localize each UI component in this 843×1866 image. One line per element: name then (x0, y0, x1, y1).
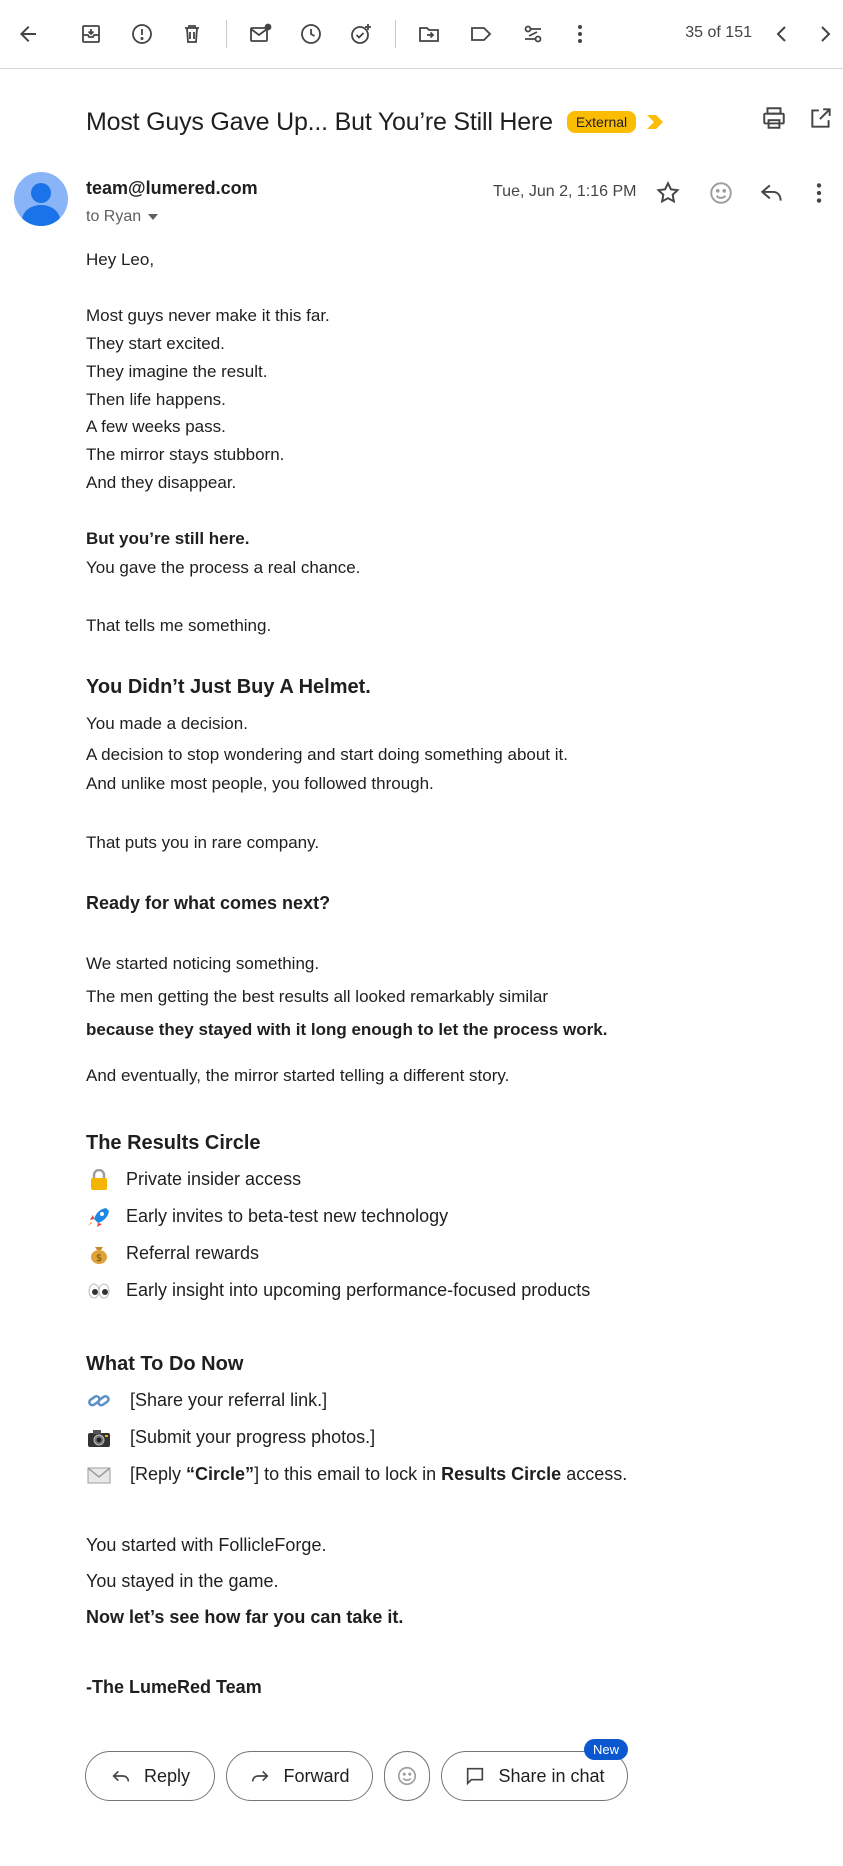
report-spam-icon[interactable] (122, 14, 162, 54)
body-line: Most guys never make it this far. (86, 306, 330, 325)
reply-icon (110, 1765, 132, 1787)
open-new-window-icon[interactable] (803, 100, 839, 136)
snooze-icon[interactable] (291, 14, 331, 54)
body-line: A decision to stop wondering and start doing something about it. (86, 745, 568, 764)
forward-button[interactable] (226, 1751, 373, 1801)
body-line: A few weeks pass. (86, 417, 226, 436)
body-line: Then life happens. (86, 390, 226, 409)
submit-photos-link[interactable]: [Submit your progress photos.] (130, 1427, 376, 1447)
list-item (86, 1243, 259, 1265)
prev-icon[interactable] (762, 14, 802, 54)
star-icon[interactable] (650, 175, 686, 211)
body-line: They start excited. (86, 334, 225, 353)
page-count: 35 of 151 (685, 24, 752, 41)
more-vert-icon[interactable] (801, 175, 837, 211)
label-icon[interactable] (461, 14, 501, 54)
emoji-icon (396, 1765, 418, 1787)
list-item-text: Early invites to beta-test new technology (126, 1206, 449, 1226)
list-item (86, 1390, 327, 1412)
body-line: And they disappear. (86, 473, 237, 492)
forward-label: Forward (283, 1765, 350, 1786)
new-badge: New (584, 1739, 628, 1760)
body-line-bold: Ready for what comes next? (86, 893, 331, 913)
body-line: We started noticing something. (86, 954, 320, 973)
reply-keyword: “Circle” (186, 1464, 255, 1484)
list-item-text: Early insight into upcoming performance-focused products (126, 1280, 591, 1300)
mark-unread-icon[interactable] (240, 14, 280, 54)
section-heading: What To Do Now (86, 1353, 244, 1375)
envelope-icon (86, 1464, 112, 1486)
avatar-body (22, 205, 60, 226)
money-bag-icon (86, 1243, 112, 1265)
emoji-react-icon[interactable] (703, 175, 739, 211)
body-line-bold: Now let’s see how far you can take it. (86, 1607, 404, 1627)
chat-icon (464, 1765, 486, 1787)
back-arrow-icon[interactable] (8, 14, 48, 54)
external-badge: External (567, 111, 636, 133)
reply-button[interactable] (85, 1751, 215, 1801)
lock-icon (86, 1169, 112, 1191)
body-line-bold: because they stayed with it long enough to let the process work. (86, 1020, 608, 1039)
important-marker-icon[interactable] (646, 114, 664, 130)
reply-instruction-part: access. (561, 1464, 628, 1484)
body-line: The mirror stays stubborn. (86, 445, 285, 464)
email-date: Tue, Jun 2, 1:16 PM (493, 183, 637, 200)
body-line-bold: But you’re still here. (86, 529, 250, 548)
body-line: That puts you in rare company. (86, 833, 320, 852)
list-item-text: Referral rewards (126, 1243, 260, 1263)
section-heading: The Results Circle (86, 1132, 261, 1154)
list-item (86, 1280, 590, 1302)
signature: -The LumeRed Team (86, 1677, 262, 1697)
body-line: You made a decision. (86, 714, 248, 733)
camera-icon (86, 1427, 112, 1449)
list-item-text: Private insider access (126, 1169, 302, 1189)
recipient-line[interactable] (86, 208, 159, 226)
filter-icon[interactable] (513, 14, 553, 54)
delete-icon[interactable] (172, 14, 212, 54)
body-line: You stayed in the game. (86, 1571, 279, 1591)
avatar[interactable] (14, 172, 68, 226)
list-item (86, 1206, 448, 1228)
body-line: They imagine the result. (86, 362, 268, 381)
share-in-chat-label: Share in chat (498, 1765, 605, 1786)
sender-email[interactable]: team@lumered.com (86, 178, 258, 198)
svg-text:$: $ (95, 1253, 103, 1265)
reply-label: Reply (143, 1765, 191, 1786)
section-heading: You Didn’t Just Buy A Helmet. (86, 676, 371, 698)
toolbar-divider (226, 20, 227, 48)
body-line: And unlike most people, you followed through. (86, 774, 434, 793)
greeting: Hey Leo, (86, 250, 155, 269)
next-icon[interactable] (805, 14, 843, 54)
recipient-text: to Ryan (86, 208, 142, 225)
rocket-icon (86, 1206, 112, 1228)
reply-instruction (130, 1464, 627, 1484)
body-line: You gave the process a real chance. (86, 558, 361, 577)
archive-icon[interactable] (71, 14, 111, 54)
toolbar-divider (395, 20, 396, 48)
results-circle-emphasis: Results Circle (441, 1464, 562, 1484)
list-item (86, 1169, 301, 1191)
body-line: The men getting the best results all looked remarkably similar (86, 987, 549, 1006)
toolbar (0, 0, 843, 69)
emoji-react-button[interactable] (384, 1751, 430, 1801)
chevron-down-icon (147, 213, 159, 221)
reply-instruction-part: ] to this email to lock in (254, 1464, 442, 1484)
reply-instruction-part: [Reply (130, 1464, 187, 1484)
subject-row (86, 104, 664, 140)
avatar-head (31, 183, 51, 203)
body-line: And eventually, the mirror started telling a different story. (86, 1066, 510, 1085)
eyes-icon (86, 1280, 112, 1302)
reply-icon[interactable] (754, 175, 790, 211)
body-line: You started with FollicleForge. (86, 1535, 327, 1555)
list-item (86, 1427, 375, 1449)
print-icon[interactable] (756, 100, 792, 136)
link-icon (86, 1390, 112, 1412)
list-item (86, 1464, 627, 1486)
body-line: That tells me something. (86, 616, 272, 635)
move-to-icon[interactable] (409, 14, 449, 54)
add-to-tasks-icon[interactable] (341, 14, 381, 54)
share-referral-link[interactable]: [Share your referral link.] (130, 1390, 328, 1410)
email-subject: Most Guys Gave Up... But You’re Still Here (86, 107, 553, 136)
more-vert-icon[interactable] (560, 14, 600, 54)
forward-icon (249, 1765, 271, 1787)
